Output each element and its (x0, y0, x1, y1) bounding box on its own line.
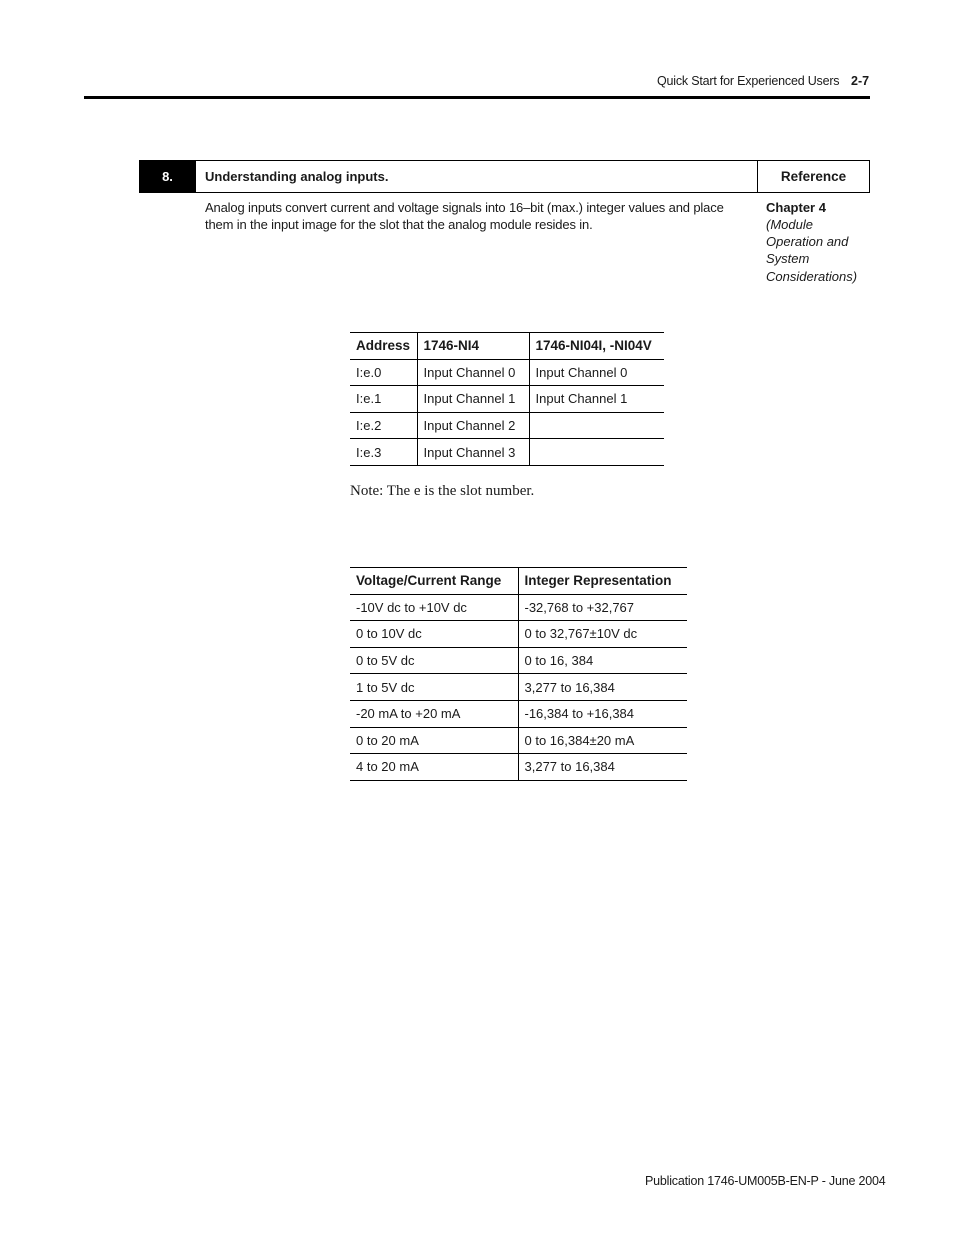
table-cell: Input Channel 2 (417, 412, 529, 439)
table-header-row (350, 333, 664, 360)
table-cell: 0 to 10V dc (350, 621, 518, 648)
table-row (350, 412, 664, 439)
address-table (350, 332, 664, 466)
table-cell: 0 to 16,384±20 mA (518, 727, 687, 754)
table-row (350, 674, 687, 701)
table-cell: Input Channel 1 (529, 386, 664, 413)
table-cell: 1 to 5V dc (350, 674, 518, 701)
table-cell: I:e.3 (350, 439, 417, 466)
table-cell: Input Channel 1 (417, 386, 529, 413)
column-header: 1746-NI04I, -NI04V (529, 333, 664, 360)
table-header-row (350, 568, 687, 595)
step-number: 8. (139, 161, 196, 192)
reference-column-label: Reference (757, 161, 869, 192)
body-paragraph: Analog inputs convert current and voltage signals into 16–bit (max.) integer values and place them in the input image for the slot that the analog module resides in. (205, 200, 724, 232)
table-row (350, 386, 664, 413)
table-cell: 4 to 20 mA (350, 754, 518, 781)
table-cell: I:e.2 (350, 412, 417, 439)
table-cell (529, 412, 664, 439)
table-cell: 0 to 32,767±10V dc (518, 621, 687, 648)
column-header: Address (350, 333, 417, 360)
publication-footer: Publication 1746-UM005B-EN-P - June 2004 (645, 1174, 886, 1188)
running-header-title: Quick Start for Experienced Users (657, 74, 840, 88)
table-cell: 3,277 to 16,384 (518, 674, 687, 701)
header-rule (84, 96, 870, 99)
table-row (350, 754, 687, 781)
column-header: Integer Representation (518, 568, 687, 595)
reference-description: (Module Operation and System Considerations) (766, 217, 858, 284)
step-header-bar (139, 160, 870, 193)
table-cell: 3,277 to 16,384 (518, 754, 687, 781)
table-cell: I:e.1 (350, 386, 417, 413)
table-cell: Input Channel 3 (417, 439, 529, 466)
table-row (350, 647, 687, 674)
table-cell: 0 to 20 mA (350, 727, 518, 754)
table-row (350, 700, 687, 727)
step-title: Understanding analog inputs. (205, 169, 389, 184)
table-cell: -10V dc to +10V dc (350, 594, 518, 621)
table-cell: 0 to 16, 384 (518, 647, 687, 674)
table-row (350, 439, 664, 466)
table-row (350, 359, 664, 386)
slot-note: Note: The e is the slot number. (350, 483, 535, 499)
table-row (350, 594, 687, 621)
table-cell: Input Channel 0 (529, 359, 664, 386)
column-header: 1746-NI4 (417, 333, 529, 360)
table-row (350, 621, 687, 648)
table-cell: I:e.0 (350, 359, 417, 386)
table-cell: 0 to 5V dc (350, 647, 518, 674)
column-header: Voltage/Current Range (350, 568, 518, 595)
reference-chapter: Chapter 4 (766, 200, 826, 215)
table-cell (529, 439, 664, 466)
table-cell: -32,768 to +32,767 (518, 594, 687, 621)
table-row (350, 727, 687, 754)
table-cell: -20 mA to +20 mA (350, 700, 518, 727)
table-cell: -16,384 to +16,384 (518, 700, 687, 727)
table-cell: Input Channel 0 (417, 359, 529, 386)
range-table (350, 567, 687, 781)
page-number: 2-7 (851, 74, 870, 88)
